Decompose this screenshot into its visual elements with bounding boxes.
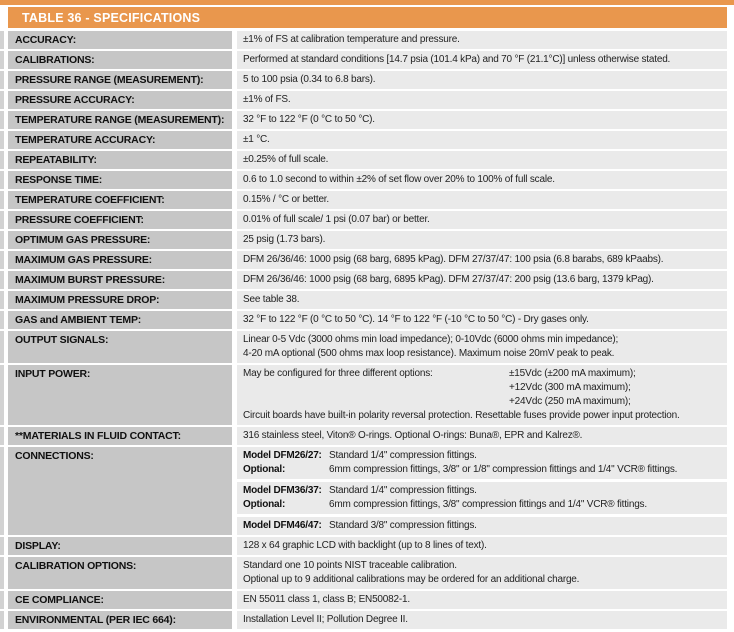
spec-row [0, 537, 734, 555]
spec-row [0, 427, 734, 445]
spec-value-cell [237, 151, 727, 169]
spec-label: TEMPERATURE RANGE (MEASUREMENT): [8, 111, 232, 129]
spec-label: TEMPERATURE COEFFICIENT: [8, 191, 232, 209]
spec-value-line [243, 113, 723, 127]
spec-row [0, 311, 734, 329]
spec-value [237, 131, 727, 149]
spec-value-line [243, 193, 723, 207]
spec-text-segment: Standard one 10 points NIST traceable calibration. [243, 560, 457, 571]
spec-text-segment: 25 psig (1.73 bars). [243, 234, 326, 245]
spec-label: OUTPUT SIGNALS: [8, 331, 232, 363]
spec-value-cell [237, 537, 727, 555]
spec-value [237, 331, 727, 363]
spec-value-cell [237, 111, 727, 129]
spec-label: ENVIRONMENTAL (PER IEC 664): [8, 611, 232, 629]
spec-value [237, 111, 727, 129]
spec-text-segment: Model DFM36/37: [243, 485, 322, 496]
table-title: TABLE 36 - SPECIFICATIONS [22, 10, 201, 25]
spec-value-line [243, 333, 723, 347]
spec-label: CE COMPLIANCE: [8, 591, 232, 609]
spec-text-segment: Performed at standard conditions [14.7 psia (101.4 kPa) and 70 °F (21.1°C)] unless otherwise stated. [243, 54, 671, 65]
spec-value-line [243, 539, 723, 553]
spec-value-cell [237, 517, 727, 535]
spec-text-segment: See table 38. [243, 294, 300, 305]
spec-text-segment: 0.01% of full scale/ 1 psi (0.07 bar) or better. [243, 214, 430, 225]
spec-value-line [243, 367, 723, 381]
spec-value-line [243, 573, 723, 587]
spec-label: CALIBRATIONS: [8, 51, 232, 69]
spec-text-segment: ±0.25% of full scale. [243, 154, 329, 165]
spec-value-line [243, 133, 723, 147]
spec-value-cell [237, 131, 727, 149]
spec-row [0, 31, 734, 49]
spec-value-line [243, 449, 723, 463]
spec-value-cell [237, 231, 727, 249]
spec-row [0, 51, 734, 69]
spec-row [0, 71, 734, 89]
spec-text-segment: Optional up to 9 additional calibrations may be ordered for an additional charge. [243, 574, 580, 585]
spec-text-segment: DFM 26/36/46: 1000 psig (68 barg, 6895 kPag). DFM 27/37/47: 100 psia (6.8 barabs, 689 kPaabs). [243, 254, 664, 265]
spec-value-cell [237, 211, 727, 229]
spec-row [0, 111, 734, 129]
spec-row [0, 191, 734, 209]
spec-label: MAXIMUM GAS PRESSURE: [8, 251, 232, 269]
spec-label: DISPLAY: [8, 537, 232, 555]
spec-value-line [243, 93, 723, 107]
spec-row [0, 447, 734, 535]
spec-value-line [243, 395, 723, 409]
spec-text-segment: Installation Level II; Pollution Degree II. [243, 614, 408, 625]
spec-value-line [243, 409, 723, 423]
spec-value [237, 171, 727, 189]
spec-value [237, 91, 727, 109]
spec-value [237, 71, 727, 89]
spec-value [237, 291, 727, 309]
spec-text-segment: +24Vdc (250 mA maximum); [509, 396, 631, 407]
spec-value-cell [237, 447, 727, 479]
spec-value [237, 231, 727, 249]
spec-value-line [243, 273, 723, 287]
spec-text-segment: Optional: [243, 464, 286, 475]
spec-value-line [243, 463, 723, 477]
spec-value-line [243, 293, 723, 307]
spec-text-segment: 128 x 64 graphic LCD with backlight (up to 8 lines of text). [243, 540, 487, 551]
spec-row [0, 211, 734, 229]
spec-text-segment: +12Vdc (300 mA maximum); [509, 382, 631, 393]
spec-text-segment: 6mm compression fittings, 3/8" or 1/8" compression fittings and 1/4" VCR® fittings. [329, 464, 678, 475]
spec-text-segment: Model DFM46/47: [243, 520, 322, 531]
spec-label: REPEATABILITY: [8, 151, 232, 169]
spec-label: MAXIMUM BURST PRESSURE: [8, 271, 232, 289]
spec-row [0, 231, 734, 249]
spec-value-cell [237, 91, 727, 109]
spec-row [0, 171, 734, 189]
spec-value [237, 251, 727, 269]
spec-value-line [243, 613, 723, 627]
spec-value-cell [237, 365, 727, 425]
spec-text-segment: 4-20 mA optional (500 ohms max loop resistance). Maximum noise 20mV peak to peak. [243, 348, 615, 359]
spec-text-segment: Linear 0-5 Vdc (3000 ohms min load impedance); 0-10Vdc (6000 ohms min impedance); [243, 334, 619, 345]
spec-row [0, 91, 734, 109]
spec-row [0, 251, 734, 269]
spec-value-line [243, 498, 723, 512]
spec-text-segment: 5 to 100 psia (0.34 to 6.8 bars). [243, 74, 376, 85]
spec-text-segment: ±1 °C. [243, 134, 270, 145]
spec-row [0, 131, 734, 149]
spec-label: MAXIMUM PRESSURE DROP: [8, 291, 232, 309]
spec-value-line [243, 33, 723, 47]
spec-row [0, 365, 734, 425]
spec-value-line [243, 173, 723, 187]
spec-text-segment: ±1% of FS. [243, 94, 291, 105]
spec-text-segment: 316 stainless steel, Viton® O-rings. Optional O-rings: Buna®, EPR and Kalrez®. [243, 430, 583, 441]
spec-value-line [243, 593, 723, 607]
spec-label: ACCURACY: [8, 31, 232, 49]
spec-value-cell [237, 271, 727, 289]
spec-label: CONNECTIONS: [8, 447, 232, 535]
spec-value-line [243, 73, 723, 87]
spec-row [0, 557, 734, 589]
spec-label: CALIBRATION OPTIONS: [8, 557, 232, 589]
spec-value-cell [237, 557, 727, 589]
spec-text-segment: Standard 1/4" compression fittings. [329, 450, 477, 461]
spec-row [0, 151, 734, 169]
spec-label: GAS and AMBIENT TEMP: [8, 311, 232, 329]
spec-value [237, 271, 727, 289]
spec-text-segment: ±1% of FS at calibration temperature and pressure. [243, 34, 460, 45]
spec-text-segment: 32 °F to 122 °F (0 °C to 50 °C). 14 °F to 122 °F (-10 °C to 50 °C) - Dry gases only. [243, 314, 589, 325]
spec-label: TEMPERATURE ACCURACY: [8, 131, 232, 149]
spec-value [237, 191, 727, 209]
spec-value [237, 31, 727, 49]
spec-label: INPUT POWER: [8, 365, 232, 425]
spec-value-line [243, 313, 723, 327]
spec-text-segment: EN 55011 class 1, class B; EN50082-1. [243, 594, 410, 605]
spec-label: RESPONSE TIME: [8, 171, 232, 189]
spec-value-line [243, 53, 723, 67]
table-title-band [8, 7, 727, 28]
spec-row [0, 291, 734, 309]
spec-value [237, 311, 727, 329]
spec-value-line [243, 559, 723, 573]
spec-value [237, 211, 727, 229]
spec-row [0, 331, 734, 363]
spec-label: PRESSURE ACCURACY: [8, 91, 232, 109]
spec-value-cell [237, 611, 727, 629]
spec-text-segment: May be configured for three different options: [243, 368, 433, 379]
spec-value-line [243, 429, 723, 443]
spec-value-line [243, 484, 723, 498]
spec-value-line [243, 519, 723, 533]
spec-value-cell [237, 31, 727, 49]
spec-table-rows [0, 31, 734, 629]
spec-row [0, 271, 734, 289]
spec-value [237, 611, 727, 629]
spec-value [237, 365, 727, 425]
spec-text-segment: DFM 26/36/46: 1000 psig (68 barg, 6895 kPag). DFM 27/37/47: 200 psig (13.6 barg, 1379 kPag). [243, 274, 654, 285]
spec-text-segment: 32 °F to 122 °F (0 °C to 50 °C). [243, 114, 375, 125]
spec-value-cell [237, 51, 727, 69]
spec-value-line [243, 233, 723, 247]
spec-text-segment: 0.6 to 1.0 second to within ±2% of set flow over 20% to 100% of full scale. [243, 174, 555, 185]
spec-value-cell [237, 311, 727, 329]
spec-text-segment: Model DFM26/27: [243, 450, 322, 461]
spec-text-segment: Standard 3/8" compression fittings. [329, 520, 477, 531]
spec-value-line [243, 153, 723, 167]
spec-value [237, 151, 727, 169]
spec-label: PRESSURE RANGE (MEASUREMENT): [8, 71, 232, 89]
spec-label: PRESSURE COEFFICIENT: [8, 211, 232, 229]
spec-row [0, 611, 734, 629]
spec-text-segment: Circuit boards have built-in polarity reversal protection. Resettable fuses provide power input protection. [243, 410, 680, 421]
spec-value-cell [237, 591, 727, 609]
spec-value-line [243, 381, 723, 395]
spec-text-segment: ±15Vdc (±200 mA maximum); [509, 368, 636, 379]
spec-value [237, 427, 727, 445]
spec-value [237, 591, 727, 609]
spec-text-segment: Optional: [243, 499, 286, 510]
spec-value [237, 51, 727, 69]
spec-value-cell [237, 482, 727, 514]
spec-value-cell [237, 427, 727, 445]
spec-row [0, 591, 734, 609]
spec-text-segment: 0.15% / °C or better. [243, 194, 329, 205]
spec-value-line [243, 347, 723, 361]
spec-label: **MATERIALS IN FLUID CONTACT: [8, 427, 232, 445]
spec-value-cell [237, 191, 727, 209]
spec-value-cell [237, 331, 727, 363]
spec-value-cell [237, 71, 727, 89]
spec-value [237, 557, 727, 589]
spec-value [237, 537, 727, 555]
spec-value [237, 447, 727, 535]
spec-text-segment: Standard 1/4" compression fittings. [329, 485, 477, 496]
spec-value-cell [237, 291, 727, 309]
spec-value-cell [237, 171, 727, 189]
spec-text-segment: 6mm compression fittings, 3/8" compression fittings and 1/4" VCR® fittings. [329, 499, 647, 510]
spec-label: OPTIMUM GAS PRESSURE: [8, 231, 232, 249]
spec-value-cell [237, 251, 727, 269]
spec-value-line [243, 213, 723, 227]
spec-value-line [243, 253, 723, 267]
